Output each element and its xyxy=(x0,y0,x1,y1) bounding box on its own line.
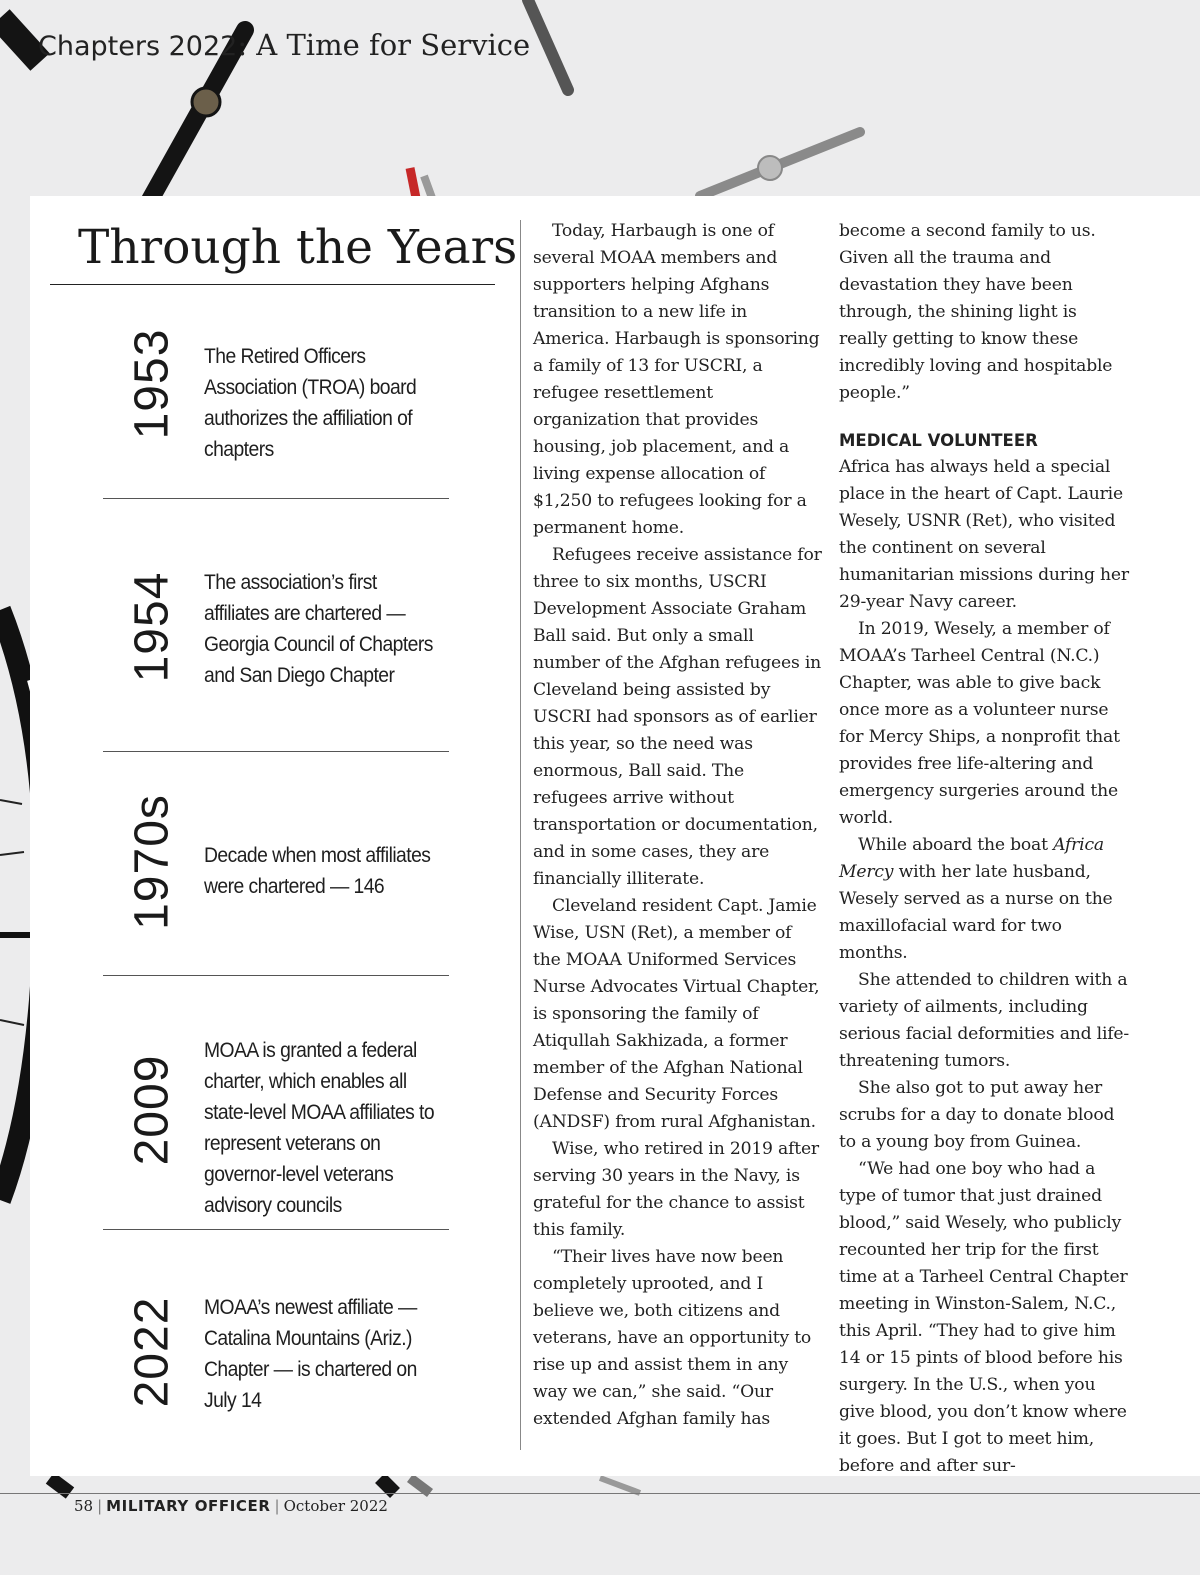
column-divider xyxy=(520,220,521,1450)
paragraph-text: While aboard the boat xyxy=(858,835,1054,855)
timeline-divider xyxy=(103,975,449,976)
issue-date: October 2022 xyxy=(283,1497,388,1515)
article-paragraph: Today, Harbaugh is one of several MOAA members and supporters helping Afghans transition to a new life in America. Harbaugh is sponsoring a family of 13 for USCRI, a refugee resettlement organization that provides housing, job placement, and a living expense allocation of $1,250 to refugees looking for a permanent home. xyxy=(533,221,820,538)
section-header-serif: : A Time for Service xyxy=(237,28,531,62)
article-paragraph xyxy=(839,832,1129,967)
timeline-year-label: 1953 xyxy=(125,328,179,440)
timeline-entry-text: MOAA is granted a federal charter, which enables all state-level MOAA affiliates to represent veterans on governor-level veterans advisory councils xyxy=(204,1039,435,1217)
section-header-sans: Chapters 2022 xyxy=(38,31,238,62)
footer-rule xyxy=(0,1493,1200,1494)
paragraph-text: with her late husband, Wesely served as a nurse on the maxillofacial ward for two months. xyxy=(839,862,1113,963)
timeline-year-label: 2022 xyxy=(125,1296,179,1408)
timeline-divider xyxy=(103,751,449,752)
page-number: 58 xyxy=(74,1497,94,1515)
article-paragraph: She attended to children with a variety of ailments, including serious facial deformities and life-threatening tumors. xyxy=(839,970,1130,1071)
timeline-title: Through the Years xyxy=(78,220,518,275)
timeline-entry-text: The Retired Officers Association (TROA) board authorizes the affiliation of chapters xyxy=(204,345,417,461)
article-paragraph: “We had one boy who had a type of tumor that just drained blood,” said Wesely, who publicly recounted her trip for the first time at a Tarheel Central Chapter meeting in Winston-Salem, N.C., this April. “They had to give him 14 or 15 pints of blood before his surgery. In the U.S., when you give blood, you don’t know where it goes. But I got to meet him, before and after sur- xyxy=(839,1159,1128,1476)
timeline-year-label: 1970s xyxy=(125,794,179,930)
timeline-divider xyxy=(103,498,449,499)
timeline-divider xyxy=(103,1229,449,1230)
page-footer xyxy=(74,1497,388,1515)
publication-name: MILITARY OFFICER xyxy=(106,1497,271,1515)
footer-separator: | xyxy=(274,1497,280,1515)
ship-name: Africa Mercy xyxy=(839,835,1104,882)
footer-separator: | xyxy=(97,1497,103,1515)
timeline-entry-text: The association’s first affiliates are chartered — Georgia Council of Chapters and San Diego Chapter xyxy=(204,571,433,687)
timeline-entry-text: MOAA’s newest affiliate — Catalina Mountains (Ariz.) Chapter — is chartered on July 14 xyxy=(204,1296,417,1412)
timeline-title-rule xyxy=(50,284,495,285)
article-paragraph: Cleveland resident Capt. Jamie Wise, USN (Ret), a member of the MOAA Uniformed Services Nurse Advocates Virtual Chapter, is sponsoring the family of Atiqullah Sakhizada, a former member of the Afghan National Defense and Security Forces (ANDSF) from rural Afghanistan. xyxy=(533,896,820,1132)
article-paragraph: Africa has always held a special place in the heart of Capt. Laurie Wesely, USNR (Ret), who visited the continent on several humanitarian missions during her 29-year Navy career. xyxy=(839,457,1129,612)
timeline-entry-text: Decade when most affiliates were chartered — 146 xyxy=(204,844,431,898)
article-paragraph: Wise, who retired in 2019 after serving 30 years in the Navy, is grateful for the chance to assist this family. xyxy=(533,1139,819,1240)
article-paragraph: Refugees receive assistance for three to six months, USCRI Development Associate Graham Ball said. But only a small number of the Afghan refugees in Cleveland being assisted by USCRI had sponsors as of earlier this year, so the need was enormous, Ball said. The refugees arrive without transportation or documentation, and in some cases, they are financially illiterate. xyxy=(533,545,822,889)
article-column-1 xyxy=(533,218,823,1433)
subheading-medical-volunteer: MEDICAL VOLUNTEER xyxy=(839,431,1038,450)
article-paragraph: She also got to put away her scrubs for a day to donate blood to a young boy from Guinea. xyxy=(839,1078,1115,1152)
article-paragraph: In 2019, Wesely, a member of MOAA’s Tarheel Central (N.C.) Chapter, was able to give back once more as a volunteer nurse for Mercy Ships, a nonprofit that provides free life-altering and emergency surgeries around the world. xyxy=(839,619,1120,828)
article-paragraph: “Their lives have now been completely uprooted, and I believe we, both citizens and veterans, have an opportunity to rise up and assist them in any way we can,” she said. “Our extended Afghan family has xyxy=(533,1247,812,1429)
timeline-year-label: 1954 xyxy=(125,571,179,683)
timeline-year-label: 2009 xyxy=(125,1054,179,1166)
section-header xyxy=(38,28,530,62)
article-paragraph: become a second family to us. Given all the trauma and devastation they have been through, the shining light is really getting to know these incredibly loving and hospitable people.” xyxy=(839,221,1113,403)
article-column-2 xyxy=(839,218,1129,1480)
